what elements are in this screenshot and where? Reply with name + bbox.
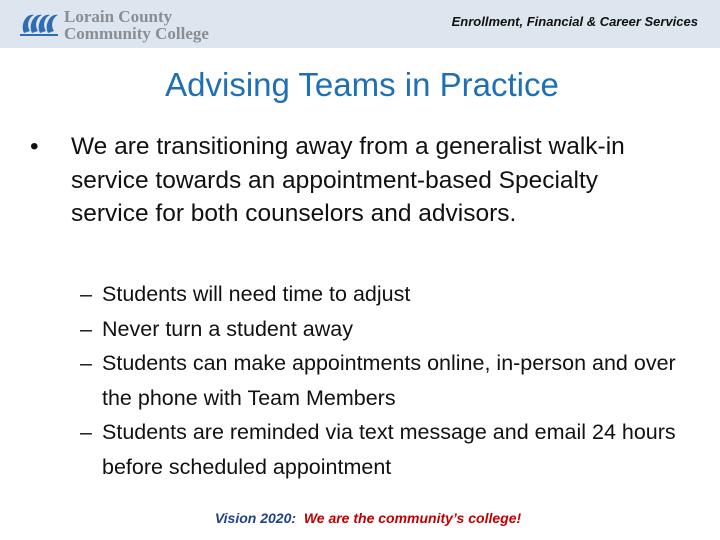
- main-bullet-text: We are transitioning away from a generalist walk-in service towards an appointment-based Specialty service for both counselors and advisors.: [71, 133, 625, 227]
- logo-line-2: Community College: [64, 24, 209, 43]
- college-logo: [18, 6, 208, 44]
- sub-bullet: [80, 277, 700, 312]
- logo-line-1: Lorain County: [64, 7, 173, 26]
- sub-bullet: [80, 346, 700, 415]
- lccc-monogram-icon: [18, 9, 60, 39]
- header-bar: [0, 0, 720, 48]
- slide-title: Advising Teams in Practice: [165, 66, 559, 103]
- dash-marker: –: [80, 351, 92, 375]
- footer-slogan: We are the community’s college!: [303, 510, 522, 526]
- sub-bullet: [80, 312, 700, 347]
- department-label: Enrollment, Financial & Career Services: [451, 14, 698, 29]
- sub-bullet-text: Students are reminded via text message and email 24 hours before scheduled appointment: [102, 420, 676, 479]
- footer-label: Vision 2020:: [214, 510, 297, 526]
- bullet-marker: •: [30, 133, 39, 160]
- dash-marker: –: [80, 420, 92, 444]
- sub-bullet-list: [80, 277, 700, 484]
- sub-bullet-text: Never turn a student away: [102, 316, 353, 341]
- footer-vision: [0, 510, 720, 526]
- dash-marker: –: [80, 282, 92, 306]
- dash-marker: –: [80, 316, 92, 341]
- sub-bullet: [80, 415, 700, 484]
- sub-bullet-text: Students will need time to adjust: [102, 282, 411, 306]
- main-bullet: [30, 130, 670, 231]
- sub-bullet-text: Students can make appointments online, in-person and over the phone with Team Members: [102, 351, 676, 410]
